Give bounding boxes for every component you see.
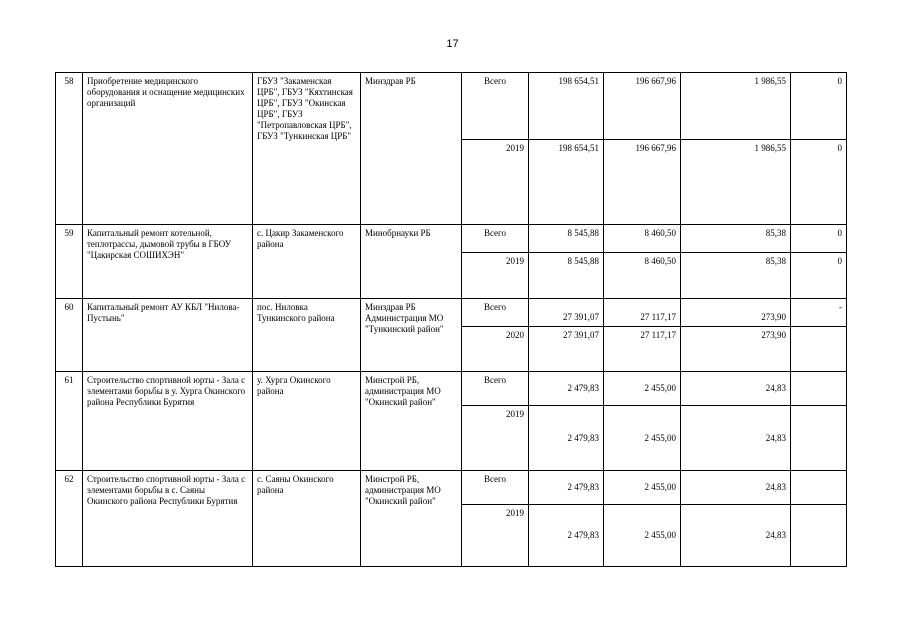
republic-value: 273,90 (681, 327, 791, 372)
municipal-value (791, 406, 847, 471)
total-value: 2 479,83 (529, 372, 604, 406)
period: 2019 (462, 406, 529, 471)
project-location: пос. Ниловка Тункинского района (253, 299, 361, 372)
row-number: 61 (56, 372, 83, 471)
federal-value: 2 455,00 (604, 372, 681, 406)
project-location: ГБУЗ "Закаменская ЦРБ", ГБУЗ "Кяхтинская ЦРБ", ГБУЗ "Окинская ЦРБ", ГБУЗ "Петропавловская ЦРБ", ГБУЗ "Тункинская ЦРБ" (253, 73, 361, 225)
municipal-value: 0 (791, 225, 847, 253)
period: 2019 (462, 505, 529, 567)
federal-value: 27 117,17 (604, 299, 681, 327)
project-customer: Минобрнауки РБ (361, 225, 462, 299)
total-value: 2 479,83 (529, 406, 604, 471)
period: 2020 (462, 327, 529, 372)
project-name: Капитальный ремонт АУ КБЛ "Нилова- Пустынь" (83, 299, 253, 372)
republic-value: 24,83 (681, 471, 791, 505)
total-value: 27 391,07 (529, 299, 604, 327)
federal-value: 8 460,50 (604, 253, 681, 299)
republic-value: 273,90 (681, 299, 791, 327)
row-number: 58 (56, 73, 83, 225)
total-value: 8 545,88 (529, 253, 604, 299)
total-value: 198 654,51 (529, 73, 604, 140)
republic-value: 1 986,55 (681, 140, 791, 225)
period: Всего (462, 471, 529, 505)
table-row (56, 225, 847, 253)
period: Всего (462, 225, 529, 253)
period: Всего (462, 372, 529, 406)
republic-value: 24,83 (681, 372, 791, 406)
row-number: 62 (56, 471, 83, 567)
project-name: Строительство спортивной юрты - Зала с элементами борьбы в с. Саяны Окинского района Республики Бурятия (83, 471, 253, 567)
federal-value: 27 117,17 (604, 327, 681, 372)
table-row (56, 471, 847, 505)
republic-value: 24,83 (681, 505, 791, 567)
projects-table (55, 72, 847, 567)
table-row (56, 372, 847, 406)
federal-value: 2 455,00 (604, 471, 681, 505)
period: Всего (462, 299, 529, 327)
municipal-value: 0 (791, 73, 847, 140)
republic-value: 1 986,55 (681, 73, 791, 140)
municipal-value (791, 505, 847, 567)
municipal-value (791, 471, 847, 505)
project-customer: Минстрой РБ, администрация МО "Окинский район" (361, 471, 462, 567)
table-row (56, 73, 847, 140)
federal-value: 196 667,96 (604, 73, 681, 140)
federal-value: 8 460,50 (604, 225, 681, 253)
republic-value: 85,38 (681, 253, 791, 299)
municipal-value: 0 (791, 140, 847, 225)
page-number: 17 (446, 38, 459, 50)
total-value: 27 391,07 (529, 327, 604, 372)
total-value: 8 545,88 (529, 225, 604, 253)
table-row (56, 299, 847, 327)
federal-value: 196 667,96 (604, 140, 681, 225)
municipal-value: - (791, 299, 847, 327)
project-customer: Минздрав РБ (361, 73, 462, 225)
municipal-value (791, 327, 847, 372)
project-name: Капитальный ремонт котельной, теплотрассы, дымовой трубы в ГБОУ "Цакирская СОШИХЭН" (83, 225, 253, 299)
period: 2019 (462, 140, 529, 225)
project-location: с. Цакир Закаменского района (253, 225, 361, 299)
municipal-value (791, 372, 847, 406)
project-location: с. Саяны Окинского района (253, 471, 361, 567)
period: 2019 (462, 253, 529, 299)
row-number: 60 (56, 299, 83, 372)
total-value: 2 479,83 (529, 505, 604, 567)
project-customer: Минздрав РБ Администрация МО "Тункинский район" (361, 299, 462, 372)
federal-value: 2 455,00 (604, 406, 681, 471)
period: Всего (462, 73, 529, 140)
municipal-value: 0 (791, 253, 847, 299)
republic-value: 24,83 (681, 406, 791, 471)
total-value: 2 479,83 (529, 471, 604, 505)
row-number: 59 (56, 225, 83, 299)
project-name: Строительство спортивной юрты - Зала с элементами борьбы в у. Хурга Окинского района Республики Бурятия (83, 372, 253, 471)
project-name: Приобретение медицинского оборудования и оснащение медицинских организаций (83, 73, 253, 225)
republic-value: 85,38 (681, 225, 791, 253)
project-location: у. Хурга Окинского района (253, 372, 361, 471)
federal-value: 2 455,00 (604, 505, 681, 567)
project-customer: Минстрой РБ, администрация МО "Окинский район" (361, 372, 462, 471)
total-value: 198 654,51 (529, 140, 604, 225)
